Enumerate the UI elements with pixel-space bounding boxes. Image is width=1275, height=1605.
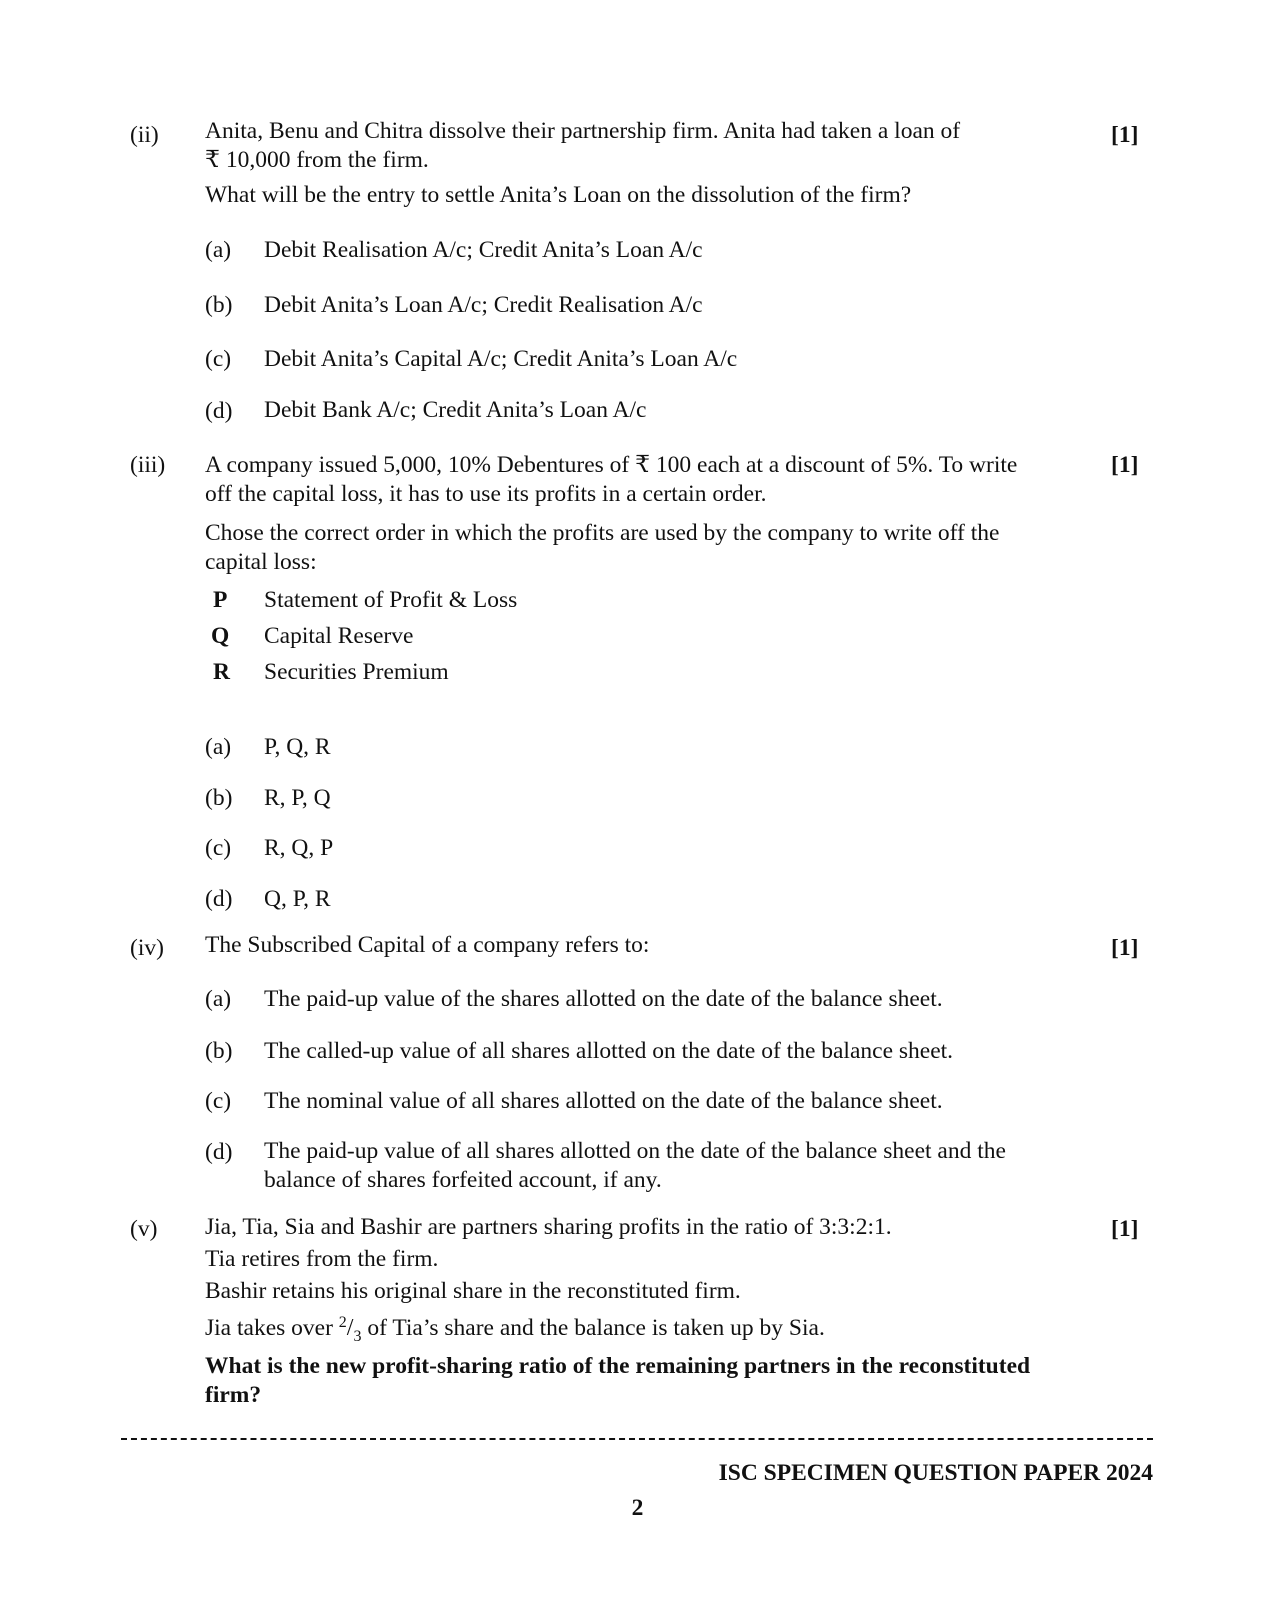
option-label: (d) xyxy=(205,1139,233,1165)
stem-line: Bashir retains his original share in the reconstituted firm. xyxy=(205,1278,741,1304)
option-text: R, P, Q xyxy=(264,785,331,811)
fraction-line xyxy=(205,1307,1085,1353)
ask-line: What is the new profit-sharing ratio of the remaining partners in the reconstituted xyxy=(205,1353,1031,1379)
option-label: (a) xyxy=(205,986,232,1012)
option-text: P, Q, R xyxy=(264,734,331,760)
option-label: (b) xyxy=(205,785,233,811)
option-label: (c) xyxy=(205,1088,232,1114)
option-text: The nominal value of all shares allotted on the date of the balance sheet. xyxy=(264,1088,943,1114)
fraction-before: Jia takes over xyxy=(205,1315,333,1341)
option-text: Q, P, R xyxy=(264,886,331,912)
option-label: (a) xyxy=(205,734,232,760)
question-stem xyxy=(205,117,1085,175)
question-prompt: What will be the entry to settle Anita’s Loan on the dissolution of the firm? xyxy=(205,182,912,208)
item-key: R xyxy=(213,659,230,685)
option-text: Debit Anita’s Capital A/c; Credit Anita’s Loan A/c xyxy=(264,346,738,372)
item-text: Statement of Profit & Loss xyxy=(264,587,518,613)
marks-badge: [1] xyxy=(1111,1216,1139,1242)
stem-line: ₹ 10,000 from the firm. xyxy=(205,147,429,173)
option-label: (d) xyxy=(205,886,233,912)
question-stem: The Subscribed Capital of a company refers to: xyxy=(205,932,650,958)
question-stem xyxy=(205,1211,1085,1353)
prompt-line: capital loss: xyxy=(205,549,317,575)
fraction-denominator: 3 xyxy=(353,1328,362,1345)
question-number: (ii) xyxy=(130,122,159,148)
option-text: R, Q, P xyxy=(264,835,334,861)
option-label: (b) xyxy=(205,1038,233,1064)
stem-line: Anita, Benu and Chitra dissolve their partnership firm. Anita had taken a loan of xyxy=(205,118,961,144)
item-text: Capital Reserve xyxy=(264,623,414,649)
option-text: Debit Realisation A/c; Credit Anita’s Loan A/c xyxy=(264,237,703,263)
footer-divider xyxy=(121,1438,1153,1440)
item-text: Securities Premium xyxy=(264,659,449,685)
question-number: (v) xyxy=(130,1216,158,1242)
marks-badge: [1] xyxy=(1111,122,1139,148)
question-number: (iii) xyxy=(130,452,166,478)
option-text: The called-up value of all shares allotted on the date of the balance sheet. xyxy=(264,1038,954,1064)
stem-line: off the capital loss, it has to use its profits in a certain order. xyxy=(205,481,767,507)
question-ask xyxy=(205,1352,1085,1410)
fraction-after: of Tia’s share and the balance is taken up by Sia. xyxy=(367,1315,825,1341)
option-line: balance of shares forfeited account, if any. xyxy=(264,1167,662,1193)
option-label: (a) xyxy=(205,237,232,263)
option-label: (d) xyxy=(205,398,233,424)
option-text xyxy=(264,1137,1084,1195)
question-number: (iv) xyxy=(130,935,164,961)
option-label: (b) xyxy=(205,292,233,318)
stem-line: A company issued 5,000, 10% Debentures of ₹ 100 each at a discount of 5%. To write xyxy=(205,452,1018,478)
option-label: (c) xyxy=(205,835,232,861)
page-number: 2 xyxy=(631,1495,644,1521)
stem-line: Jia, Tia, Sia and Bashir are partners sharing profits in the ratio of 3:3:2:1. xyxy=(205,1214,892,1240)
question-stem xyxy=(205,451,1085,509)
marks-badge: [1] xyxy=(1111,452,1139,478)
option-line: The paid-up value of all shares allotted on the date of the balance sheet and the xyxy=(264,1138,1006,1164)
stem-line: Tia retires from the firm. xyxy=(205,1246,439,1272)
option-text: The paid-up value of the shares allotted on the date of the balance sheet. xyxy=(264,986,943,1012)
prompt-line: Chose the correct order in which the profits are used by the company to write off the xyxy=(205,520,1000,546)
item-key: Q xyxy=(211,623,230,649)
option-label: (c) xyxy=(205,346,232,372)
marks-badge: [1] xyxy=(1111,935,1139,961)
question-prompt xyxy=(205,519,1085,577)
footer-title: ISC SPECIMEN QUESTION PAPER 2024 xyxy=(718,1460,1153,1486)
item-key: P xyxy=(213,587,228,613)
ask-line: firm? xyxy=(205,1382,262,1408)
option-text: Debit Anita’s Loan A/c; Credit Realisation A/c xyxy=(264,292,703,318)
fraction-numerator: 2 xyxy=(338,1314,347,1331)
option-text: Debit Bank A/c; Credit Anita’s Loan A/c xyxy=(264,397,647,423)
fraction-slash: / xyxy=(346,1315,354,1341)
